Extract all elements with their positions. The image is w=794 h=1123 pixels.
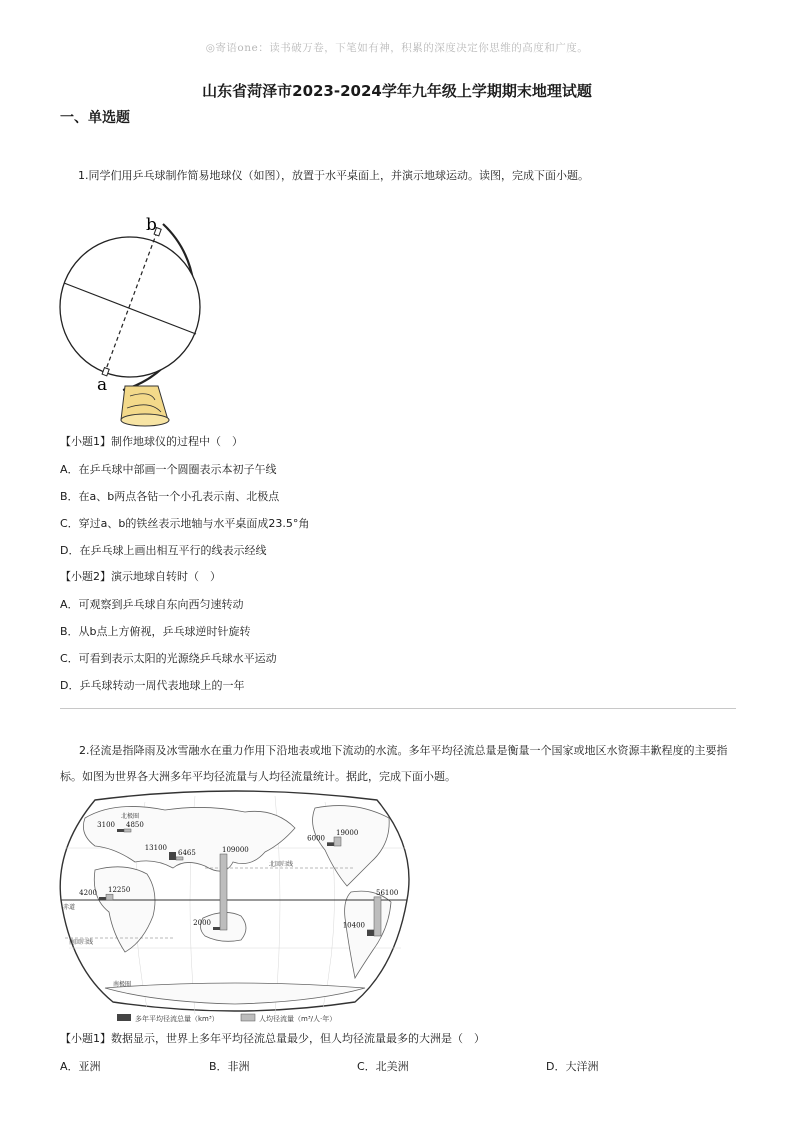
q1-sub2-option-c[interactable]: C．可看到表示太阳的光源绕乒乓球水平运动 [60,652,277,665]
label-total-5: 10400 [342,921,365,930]
q1-sub1-option-d[interactable]: D．在乒乓球上画出相互平行的线表示经线 [60,544,267,557]
label-per-capita-0: 4850 [126,821,144,829]
q2-sub1-option-d[interactable]: D．大洋洲 [546,1060,599,1073]
bar-per-capita-0 [124,829,131,832]
q1-sub2-option-a[interactable]: A．可观察到乒乓球自东向西匀速转动 [60,598,244,611]
question-2-stem: 2.径流是指降雨及冰雪融水在重力作用下沿地表或地下流动的水流。多年平均径流总量是衡量一个国家或地区水资源丰歉程度的主要指标。如图为世界各大洲多年平均径流量与人均径流量统计。据此，完成下面小题。 [60,744,728,783]
label-total-4: 6000 [307,834,325,843]
header-motto: ◎寄语one：读书破万卷，下笔如有神，积累的深度决定你思维的高度和广度。 [205,42,589,54]
bar-per-capita-3 [220,854,227,930]
label-per-capita-5: 56100 [376,888,399,897]
label-per-capita-1: 6465 [178,848,196,857]
q1-sub1-option-b[interactable]: B．在a、b两点各钻一个小孔表示南、北极点 [60,490,280,503]
bar-per-capita-4 [334,837,341,846]
question-1-stem: 1.同学们用乒乓球制作简易地球仪（如图），放置于水平桌面上，并演示地球运动。读图，完成下面小题。 [78,169,589,182]
label-per-capita-4: 19000 [336,829,359,837]
runoff-map-chart [55,788,415,1028]
legend-swatch-total [117,1014,131,1021]
bar-total-3 [213,927,220,930]
bar-per-capita-1 [176,857,183,860]
q1-sub2-option-b[interactable]: B．从b点上方俯视，乒乓球逆时针旋转 [60,625,251,638]
q1-sub1-stem: 【小题1】制作地球仪的过程中（ ） [60,435,243,448]
antarctic-label: 南极圈 [113,981,132,988]
bar-total-4 [327,842,334,846]
label-total-1: 13100 [144,844,167,852]
question-divider [60,708,736,709]
q1-sub2-stem: 【小题2】演示地球自转时（ ） [60,570,221,583]
arctic-circle-label: 北极圈 [121,813,140,820]
q1-sub2-option-d[interactable]: D．乒乓球转动一周代表地球上的一年 [60,679,245,692]
q1-sub1-option-a[interactable]: A．在乒乓球中部画一个圆圈表示本初子午线 [60,463,277,476]
globe-sphere [60,237,200,377]
bar-total-1 [169,852,176,860]
q2-sub1-option-c[interactable]: C．北美洲 [357,1060,409,1073]
q1-sub1-option-c[interactable]: C．穿过a、b的铁丝表示地轴与水平桌面成23.5°角 [60,517,310,530]
bar-per-capita-5 [374,897,381,936]
label-total-0: 3100 [97,821,115,829]
legend-swatch-per-capita [241,1014,255,1021]
page-title: 山东省菏泽市2023-2024学年九年级上学期期末地理试题 [202,82,592,100]
equator-label: 赤道 [63,904,76,911]
label-total-2: 4200 [79,889,97,897]
label-a: a [97,375,108,395]
q2-sub1-stem: 【小题1】数据显示，世界上多年平均径流总量最少，但人均径流量最多的大洲是（ ） [60,1032,485,1045]
bar-per-capita-2 [106,894,113,900]
legend-total-label: 多年平均径流总量（km³） [135,1015,219,1023]
label-total-3: 2000 [193,919,211,927]
q2-sub1-options [60,1058,740,1074]
bar-total-5 [367,930,374,936]
label-per-capita-3: 109000 [222,846,249,854]
q2-sub1-option-a[interactable]: A．亚洲 [60,1060,101,1073]
bar-total-0 [117,829,124,832]
bar-total-2 [99,897,106,900]
legend-per-capita-label: 人均径流量（m³/人·年） [259,1015,337,1023]
q2-sub1-option-b[interactable]: B．非洲 [209,1060,250,1073]
tropic-south-label: 南回归线 [69,939,94,946]
globe-figure [55,210,225,432]
label-b: b [146,215,157,235]
section-heading: 一、单选题 [60,110,130,126]
tropic-north-label: 北回归线 [269,861,294,868]
label-per-capita-2: 12250 [108,886,131,895]
